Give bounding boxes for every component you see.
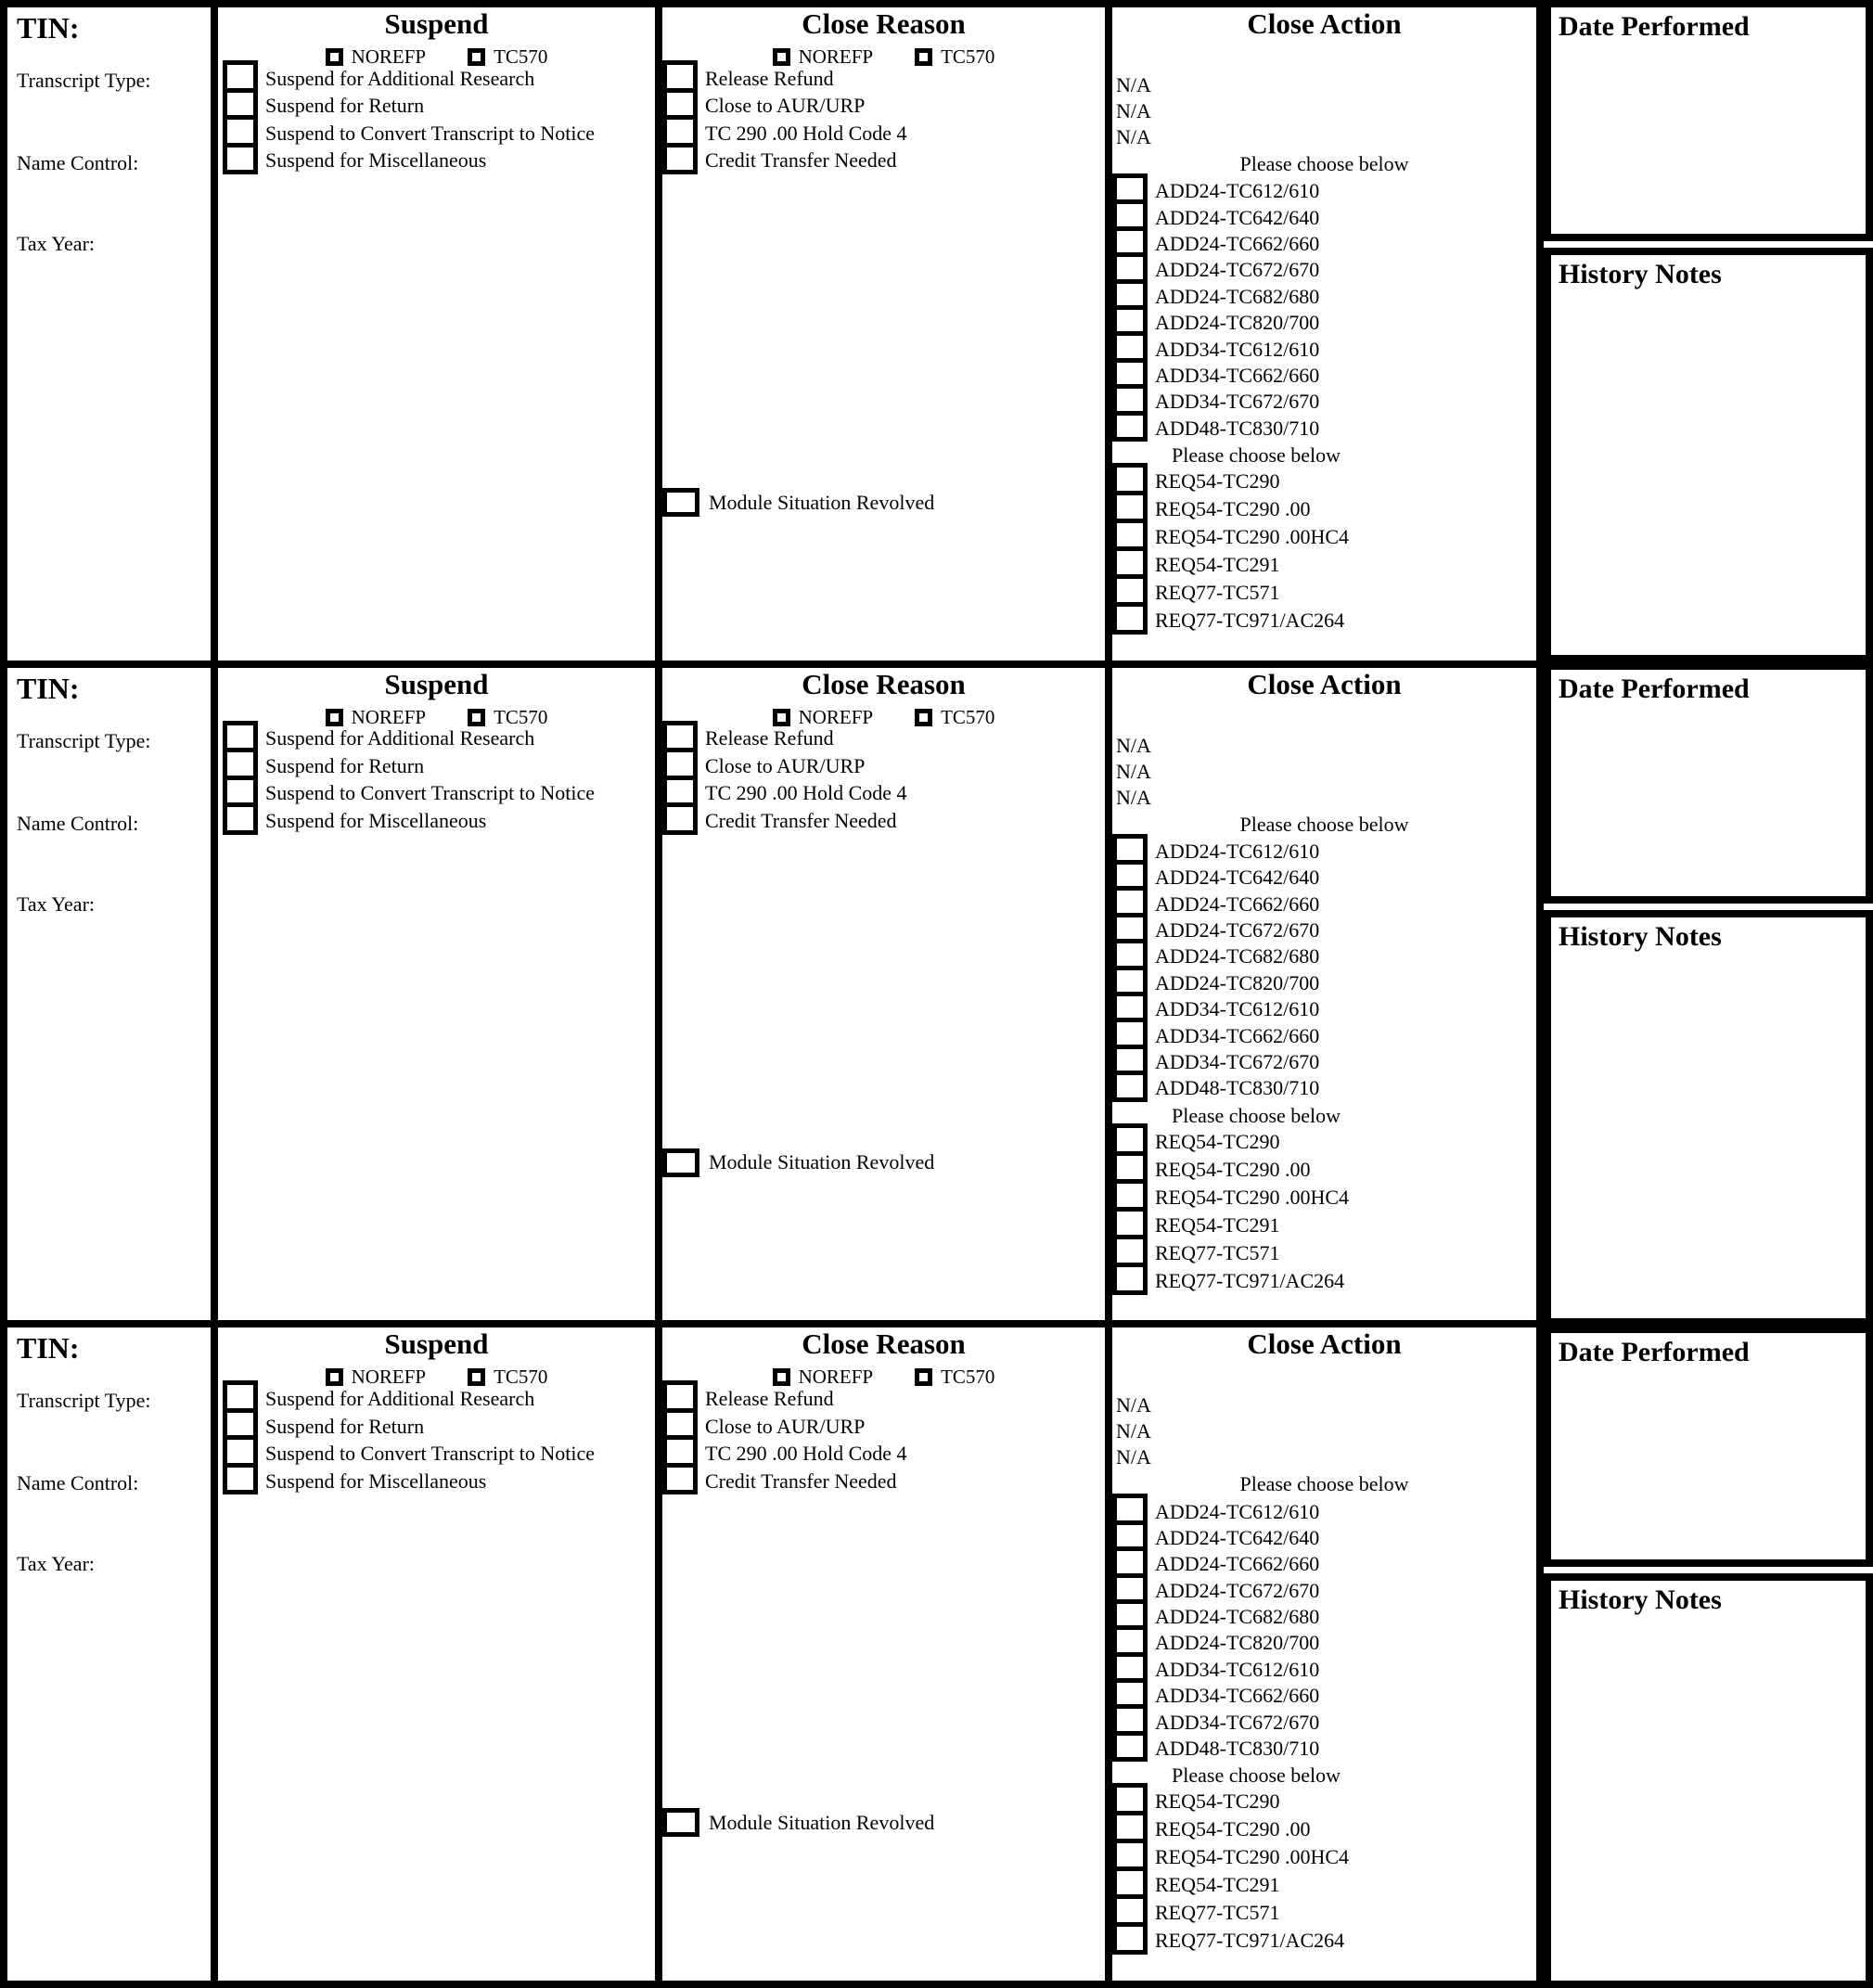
close-reason-option-row [662,93,907,121]
close-action-req-ladder [1112,1788,1349,1955]
close-action-option-label: REQ77-TC971/AC264 [1155,609,1345,632]
transcript-type-label: Transcript Type: [17,728,151,752]
history-notes-box[interactable] [1544,1573,1873,1988]
close-action-option-row [1112,416,1319,442]
close-action-option-label: REQ54-TC291 [1155,1212,1280,1237]
close-action-option-row [1112,1843,1349,1871]
close-action-option-row [1112,495,1349,523]
right-rail-section [1544,662,1873,1325]
close-reason-tc570-checkbox[interactable] [915,48,932,66]
na-value: N/A [1116,1445,1151,1469]
suspend-option-row [223,780,595,808]
close-action-option-label: ADD24-TC682/680 [1155,944,1320,968]
close-reason-option-row [662,1468,907,1495]
na-value: N/A [1116,73,1151,96]
suspend-tc570-checkbox[interactable] [468,709,485,726]
suspend-norefp-checkbox[interactable] [326,48,343,66]
module-situation-checkbox[interactable] [662,1148,699,1177]
close-action-option-row [1112,607,1349,635]
close-reason-option-checkbox[interactable] [662,1463,698,1495]
close-action-option-label: ADD24-TC612/610 [1155,179,1320,203]
tin-label: TIN: [17,11,80,45]
close-reason-tc570-checkbox[interactable] [915,1368,932,1386]
close-action-option-checkbox[interactable] [1112,1731,1148,1762]
suspend-option-row [223,725,595,753]
name-control-label: Name Control: [17,1471,139,1495]
close-reason-option-checkbox[interactable] [662,143,698,175]
tin-column [7,7,211,661]
suspend-column [211,7,655,661]
close-action-option-label: ADD34-TC672/670 [1155,1049,1320,1073]
close-action-option-label: REQ54-TC291 [1155,553,1280,576]
close-action-option-checkbox[interactable] [1112,411,1148,442]
close-reason-option-row [662,1385,907,1413]
suspend-option-checkbox[interactable] [223,1463,258,1495]
transcript-type-label: Transcript Type: [17,69,151,92]
close-action-option-label: REQ77-TC971/AC264 [1155,1929,1345,1953]
suspend-option-row [223,1385,595,1413]
na-value: N/A [1116,1393,1151,1417]
close-reason-option-label: Close to AUR/URP [705,1414,866,1438]
close-reason-option-label: Release Refund [705,66,834,90]
please-choose-below-label: Please choose below [1239,812,1409,836]
close-action-option-row [1112,1736,1319,1762]
section-row [7,1320,1536,1981]
close-action-add-ladder [1112,1498,1319,1762]
close-reason-option-label: Credit Transfer Needed [705,1469,897,1493]
close-reason-column [655,7,1105,661]
close-action-option-row [1112,1075,1319,1101]
close-reason-option-row [662,120,907,147]
close-action-option-label: REQ77-TC971/AC264 [1155,1268,1345,1292]
close-reason-tc570-label: TC570 [941,1366,995,1389]
module-situation-checkbox[interactable] [662,1808,699,1837]
suspend-option-row [223,1413,595,1441]
close-action-option-label: ADD24-TC672/670 [1155,258,1320,282]
close-action-option-label: ADD24-TC820/700 [1155,311,1320,335]
close-reason-column [655,668,1105,1321]
module-situation-label: Module Situation Revolved [709,490,935,514]
close-reason-tc570-label: TC570 [941,45,995,68]
close-action-option-label: ADD24-TC662/660 [1155,891,1320,916]
suspend-title: Suspend [384,7,489,40]
history-notes-title: History Notes [1559,259,1722,289]
suspend-option-label: Suspend for Additional Research [265,726,535,750]
suspend-column [211,1327,655,1981]
history-notes-box[interactable] [1544,910,1873,1325]
close-reason-title: Close Reason [802,1327,966,1361]
close-reason-norefp-label: NOREFP [798,45,874,68]
tax-year-label: Tax Year: [17,891,96,916]
please-choose-below-label: Please choose below [1239,1472,1409,1496]
please-choose-below-label: Please choose below [1172,1103,1341,1127]
close-reason-option-row [662,807,907,835]
close-reason-option-checkbox[interactable] [662,802,698,835]
close-action-title: Close Action [1247,1327,1402,1361]
close-action-column [1105,1327,1536,1981]
close-action-option-label: REQ54-TC290 .00HC4 [1155,1845,1349,1869]
close-reason-option-label: TC 290 .00 Hold Code 4 [705,1442,907,1466]
close-action-option-row [1112,579,1349,607]
suspend-options-ladder [223,1385,595,1494]
history-notes-box[interactable] [1544,248,1873,662]
date-performed-box[interactable] [1544,0,1873,241]
suspend-option-row [223,120,595,147]
close-action-option-row [1112,1899,1349,1927]
suspend-option-label: Suspend for Miscellaneous [265,1469,487,1493]
suspend-tc570-checkbox[interactable] [468,1368,485,1386]
transcript-type-label: Transcript Type: [17,1389,151,1413]
suspend-norefp-label: NOREFP [351,1366,427,1389]
suspend-option-row [223,1440,595,1468]
na-value: N/A [1116,125,1151,148]
close-action-option-label: ADD34-TC662/660 [1155,1023,1320,1047]
close-reason-tc570-checkbox[interactable] [915,709,932,726]
close-action-option-row [1112,1128,1349,1156]
suspend-title: Suspend [384,667,489,700]
please-choose-below-label: Please choose below [1239,152,1409,175]
close-action-option-label: REQ54-TC290 .00 [1155,497,1311,520]
tin-label: TIN: [17,1331,80,1366]
close-action-option-row [1112,1927,1349,1955]
na-value: N/A [1116,785,1151,809]
close-action-option-row [1112,1184,1349,1212]
na-block [1116,1392,1151,1470]
close-reason-options-ladder [662,725,907,835]
suspend-option-row [223,147,595,175]
tax-year-label: Tax Year: [17,1552,96,1576]
module-situation-label: Module Situation Revolved [709,1810,935,1834]
close-action-option-row [1112,1815,1349,1843]
suspend-tc570-checkbox[interactable] [468,48,485,66]
close-action-option-label: ADD48-TC830/710 [1155,1076,1320,1100]
close-action-option-checkbox[interactable] [1112,1263,1148,1295]
suspend-option-row [223,807,595,835]
close-action-option-row [1112,1267,1349,1295]
close-reason-norefp-label: NOREFP [798,1366,874,1389]
close-action-option-label: REQ77-TC571 [1155,1240,1280,1264]
suspend-option-checkbox[interactable] [223,802,258,835]
close-action-option-label: ADD34-TC612/610 [1155,1657,1320,1681]
date-performed-box[interactable] [1544,662,1873,904]
suspend-tc570-label: TC570 [494,45,548,68]
close-reason-option-label: Close to AUR/URP [705,94,866,118]
right-rail [1544,0,1873,1988]
please-choose-below-label: Please choose below [1172,1764,1341,1788]
close-reason-option-label: Close to AUR/URP [705,753,866,777]
suspend-options-ladder [223,65,595,174]
suspend-norefp-label: NOREFP [351,705,427,728]
close-action-option-label: ADD34-TC612/610 [1155,337,1320,361]
history-notes-title: History Notes [1559,1584,1722,1615]
close-reason-option-row [662,65,907,93]
close-action-option-label: REQ54-TC290 [1155,1789,1280,1814]
suspend-option-label: Suspend for Return [265,1414,425,1438]
suspend-options-ladder [223,725,595,835]
suspend-norefp-label: NOREFP [351,45,427,68]
close-action-add-ladder [1112,839,1319,1102]
suspend-title: Suspend [384,1327,489,1361]
close-reason-title: Close Reason [802,667,966,700]
close-reason-norefp-label: NOREFP [798,705,874,728]
close-action-option-row [1112,551,1349,579]
please-choose-below-label: Please choose below [1172,443,1341,467]
na-value: N/A [1116,733,1151,757]
suspend-option-label: Suspend for Additional Research [265,66,535,90]
close-action-option-label: ADD24-TC820/700 [1155,970,1320,994]
suspend-column [211,668,655,1321]
close-action-option-label: ADD34-TC672/670 [1155,390,1320,414]
close-action-option-row [1112,1156,1349,1184]
close-action-title: Close Action [1247,667,1402,700]
history-notes-title: History Notes [1559,921,1722,953]
close-reason-title: Close Reason [802,7,966,40]
name-control-label: Name Control: [17,811,139,835]
tin-column [7,668,211,1321]
date-performed-box[interactable] [1544,1326,1873,1567]
close-action-option-label: REQ77-TC571 [1155,1901,1280,1925]
module-situation-row [662,1808,934,1837]
close-action-option-label: ADD24-TC612/610 [1155,839,1320,863]
close-action-option-label: REQ54-TC290 .00HC4 [1155,1185,1349,1209]
suspend-norefp-checkbox[interactable] [326,1368,343,1386]
close-action-option-row [1112,468,1349,495]
close-action-option-label: ADD24-TC642/640 [1155,866,1320,890]
close-action-option-label: ADD48-TC830/710 [1155,416,1320,440]
suspend-option-row [223,1468,595,1495]
close-action-title: Close Action [1247,7,1402,40]
suspend-option-row [223,752,595,780]
close-action-column [1105,668,1536,1321]
close-action-option-label: ADD34-TC612/610 [1155,997,1320,1021]
suspend-tc570-label: TC570 [494,705,548,728]
close-action-option-label: ADD24-TC672/670 [1155,1578,1320,1602]
close-action-req-ladder [1112,468,1349,635]
right-rail-section [1544,1326,1873,1988]
close-reason-option-row [662,752,907,780]
close-reason-tc570-label: TC570 [941,705,995,728]
tax-year-label: Tax Year: [17,232,96,255]
suspend-option-label: Suspend for Miscellaneous [265,148,487,173]
section-row [7,7,1536,661]
date-performed-title: Date Performed [1559,673,1750,705]
close-reason-option-row [662,780,907,808]
close-action-option-label: ADD34-TC662/660 [1155,363,1320,387]
close-reason-option-row [662,1413,907,1441]
close-action-option-label: ADD24-TC642/640 [1155,1525,1320,1549]
module-situation-checkbox[interactable] [662,488,699,517]
section-row [7,661,1536,1321]
close-action-option-label: ADD24-TC672/670 [1155,918,1320,943]
date-performed-title: Date Performed [1559,1336,1750,1367]
suspend-norefp-checkbox[interactable] [326,709,343,726]
suspend-option-label: Suspend for Additional Research [265,1387,535,1411]
suspend-option-label: Suspend for Return [265,753,425,777]
close-reason-option-row [662,1440,907,1468]
close-action-option-label: ADD34-TC662/660 [1155,1684,1320,1708]
close-action-option-label: ADD48-TC830/710 [1155,1737,1320,1761]
close-action-option-label: ADD24-TC662/660 [1155,1552,1320,1576]
suspend-option-label: Suspend to Convert Transcript to Notice [265,1442,596,1466]
close-action-option-label: REQ54-TC290 .00 [1155,1817,1311,1841]
close-action-column [1105,7,1536,661]
module-situation-label: Module Situation Revolved [709,1150,935,1174]
suspend-option-label: Suspend for Return [265,94,425,118]
na-block [1116,72,1151,150]
na-value: N/A [1116,99,1151,122]
right-rail-section [1544,0,1873,662]
na-value: N/A [1116,1419,1151,1443]
close-reason-option-label: Release Refund [705,726,834,750]
suspend-option-label: Suspend for Miscellaneous [265,808,487,832]
close-reason-column [655,1327,1105,1981]
name-control-label: Name Control: [17,151,139,174]
close-reason-option-label: TC 290 .00 Hold Code 4 [705,781,907,805]
close-action-option-checkbox[interactable] [1112,602,1148,635]
close-reason-option-row [662,725,907,753]
close-reason-options-ladder [662,65,907,174]
close-action-option-row [1112,1212,1349,1239]
close-action-option-row [1112,523,1349,551]
close-action-option-label: ADD24-TC642/640 [1155,205,1320,229]
close-action-option-label: REQ54-TC290 [1155,469,1280,493]
close-action-option-label: ADD24-TC682/680 [1155,284,1320,308]
close-action-option-label: ADD24-TC820/700 [1155,1631,1320,1655]
na-value: N/A [1116,759,1151,783]
close-reason-option-row [662,147,907,175]
close-reason-option-label: Credit Transfer Needed [705,808,897,832]
close-reason-options-ladder [662,1385,907,1494]
close-action-option-row [1112,1239,1349,1267]
close-action-option-label: ADD34-TC672/670 [1155,1710,1320,1734]
suspend-option-label: Suspend to Convert Transcript to Notice [265,121,596,145]
close-reason-option-label: Release Refund [705,1387,834,1411]
close-action-option-label: REQ54-TC290 .00 [1155,1157,1311,1181]
module-situation-row [662,1148,934,1177]
close-action-req-ladder [1112,1128,1349,1295]
close-action-option-label: REQ54-TC291 [1155,1873,1280,1897]
close-reason-option-label: Credit Transfer Needed [705,148,897,173]
close-action-option-label: REQ54-TC290 .00HC4 [1155,525,1349,548]
suspend-option-row [223,65,595,93]
close-action-option-label: REQ77-TC571 [1155,581,1280,604]
module-situation-row [662,488,934,517]
close-action-option-label: ADD24-TC662/660 [1155,231,1320,255]
suspend-option-label: Suspend to Convert Transcript to Notice [265,781,596,805]
suspend-option-row [223,93,595,121]
close-action-option-row [1112,1788,1349,1815]
close-action-option-label: ADD24-TC682/680 [1155,1605,1320,1629]
close-reason-option-label: TC 290 .00 Hold Code 4 [705,121,907,145]
na-block [1116,733,1151,811]
close-reason-norefp-checkbox[interactable] [773,48,790,66]
close-action-option-row [1112,1871,1349,1899]
close-action-option-checkbox[interactable] [1112,1922,1148,1955]
tin-column [7,1327,211,1981]
close-action-option-label: REQ54-TC290 [1155,1129,1280,1153]
close-action-option-checkbox[interactable] [1112,1071,1148,1101]
tin-label: TIN: [17,671,80,705]
suspend-option-checkbox[interactable] [223,143,258,175]
suspend-tc570-label: TC570 [494,1366,548,1389]
close-reason-norefp-checkbox[interactable] [773,709,790,726]
date-performed-title: Date Performed [1559,11,1750,42]
close-action-option-label: ADD24-TC612/610 [1155,1499,1320,1523]
close-reason-norefp-checkbox[interactable] [773,1368,790,1386]
close-action-add-ladder [1112,178,1319,442]
